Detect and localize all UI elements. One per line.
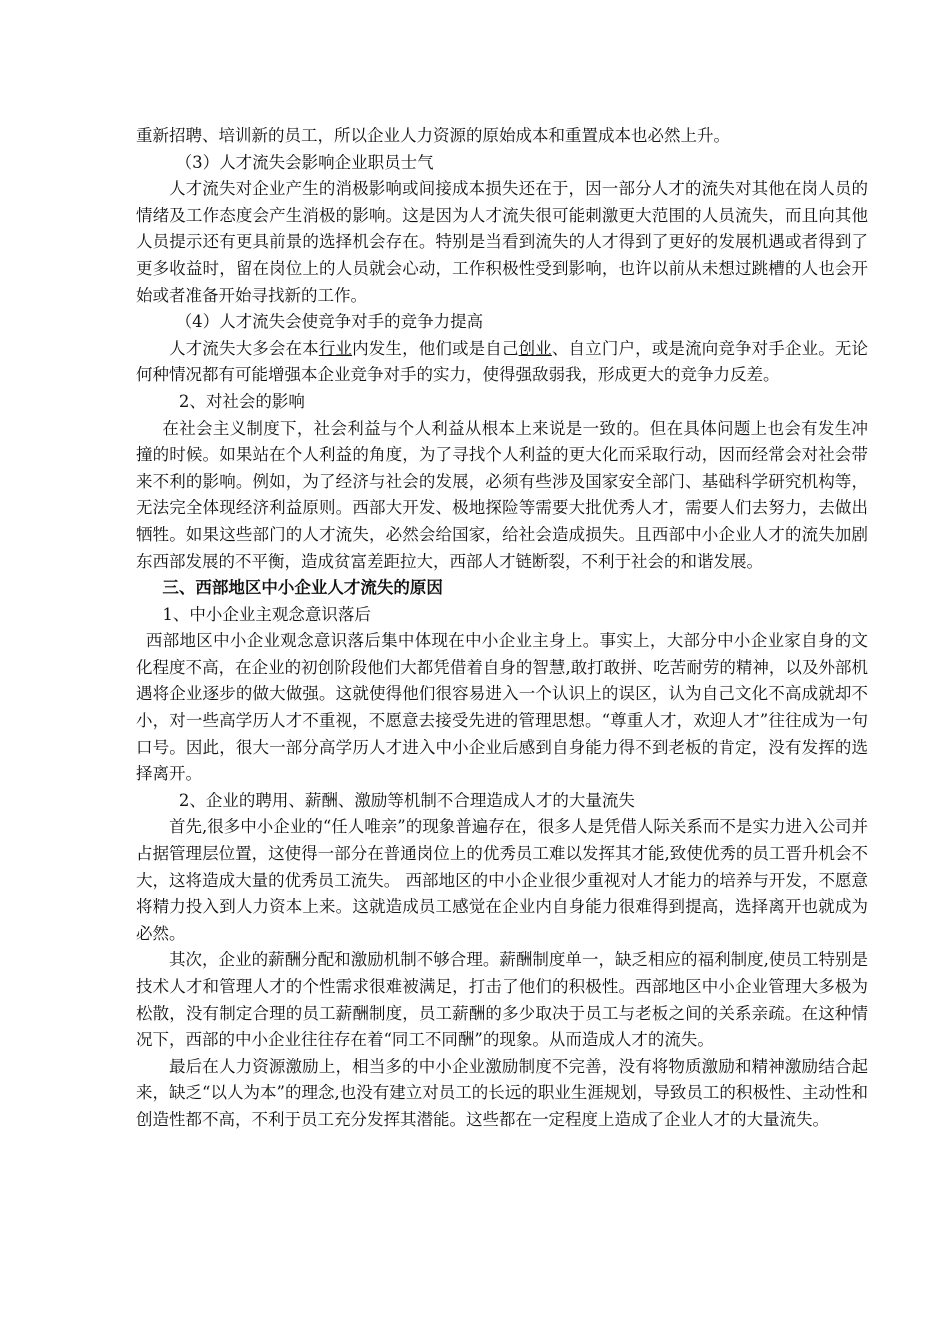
subheading-morale: （3）人才流失会影响企业职员士气 <box>175 152 434 172</box>
subheading-owner-mindset: 1、中小企业主观念意识落后 <box>162 604 371 624</box>
paragraph-compensation: 其次，企业的薪酬分配和激励机制不够合理。薪酬制度单一，缺乏相应的福利制度,使员工特别是技术人才和管理人才的个性需求很难被满足，打击了他们的积极性。西部地区中小企业管理大多极为松散，没有制定合理的员工薪酬制度，员工薪酬的多少取决于员工与老板之间的关系亲疏。在这种情况下，西部的中小企业往往存在着“同工不同酬”的现象。从而造成人才的流失。 <box>136 950 868 1050</box>
paragraph-social-impact: 在社会主义制度下，社会利益与个人利益从根本上来说是一致的。但在具体问题上也会有发生冲撞的时候。如果站在个人利益的角度，为了寻找个人利益的更大化而采取行动，因而经常会对社会带来不利的影响。例如，为了经济与社会的发展，必须有些涉及国家安全部门、基础科学研究机构等，无法完全体现经济利益原则。西部大开发、极地探险等需要大批优秀人才，需要人们去努力，去做出牺牲。如果这些部门的人才流失，必然会给国家，给社会造成损失。且西部中小企业人才的流失加剧东西部发展的不平衡，造成贫富差距拉大，西部人才链断裂，不利于社会的和谐发展。 <box>136 418 868 571</box>
paragraph-morale: 人才流失对企业产生的消极影响或间接成本损失还在于，因一部分人才的流失对其他在岗人员的情绪及工作态度会产生消极的影响。这是因为人才流失很可能刺激更大范围的人员流失，而且向其他人员提示还有更具前景的选择机会存在。特别是当看到流失的人才得到了更好的发展机遇或者得到了更多收益时，留在岗位上的人员就会心动，工作积极性受到影响，也许以前从未想过跳槽的人也会开始或者准备开始寻找新的工作。 <box>136 179 868 305</box>
text-run: 人才流失大多会在本 <box>169 338 319 358</box>
section-heading-causes: 三、西部地区中小企业人才流失的原因 <box>162 578 443 598</box>
subheading-competitor: （4）人才流失会使竞争对手的竞争力提高 <box>175 312 484 332</box>
paragraph-owner-mindset: 西部地区中小企业观念意识落后集中体现在中小企业主身上。事实上，大部分中小企业家自身的文化程度不高，在企业的初创阶段他们大都凭借着自身的智慧,敢打敢拼、吃苦耐劳的精神，以及外部机遇将企业逐步的做大做强。这就使得他们很容易进入一个认识上的误区，认为自己文化不高成就却不小，对一些高学历人才不重视，不愿意去接受先进的管理思想。“尊重人才，欢迎人才”往往成为一句口号。因此，很大一部分高学历人才进入中小企业后感到自身能力得不到老板的肯定，没有发挥的选择离开。 <box>136 631 868 784</box>
document-body <box>136 123 868 1134</box>
link-entrepreneurship[interactable]: 创业 <box>518 338 552 358</box>
paragraph-recruitment-cost: 重新招聘、培训新的员工，所以企业人力资源的原始成本和重置成本也必然上升。 <box>136 126 730 145</box>
paragraph-nepotism: 首先,很多中小企业的“任人唯亲”的现象普遍存在，很多人是凭借人际关系而不是实力进入公司并占据管理层位置，这使得一部分在普通岗位上的优秀员工难以发挥其才能,致使优秀的员工晋升机会不大，这将造成大量的优秀员工流失。 西部地区的中小企业很少重视对人才能力的培养与开发，不愿意将精力投入到人力资本上来。这就造成员工感觉在企业内自身能力很难得到提高，选择离开也就成为必然。 <box>136 817 868 943</box>
subheading-social-impact: 2、对社会的影响 <box>178 391 305 411</box>
paragraph-incentives: 最后在人力资源激励上，相当多的中小企业激励制度不完善，没有将物质激励和精神激励结合起来，缺乏“以人为本”的理念,也没有建立对员工的长远的职业生涯规划，导致员工的积极性、主动性和创造性都不高，不利于员工充分发挥其潜能。这些都在一定程度上造成了企业人才的大量流失。 <box>136 1056 868 1129</box>
paragraph-competitor <box>136 336 868 389</box>
text-run: 、自立门户，或是流向竞争对手企业。无论何种情况都有可能增强本企业竞争对手的实力，使得强敌弱我，形成更大的竞争力反差。 <box>136 338 869 385</box>
link-industry[interactable]: 行业 <box>318 338 353 358</box>
subheading-mechanisms: 2、企业的聘用、薪酬、激励等机制不合理造成人才的大量流失 <box>178 790 635 810</box>
text-run: 内发生，他们或是自己 <box>352 338 519 358</box>
